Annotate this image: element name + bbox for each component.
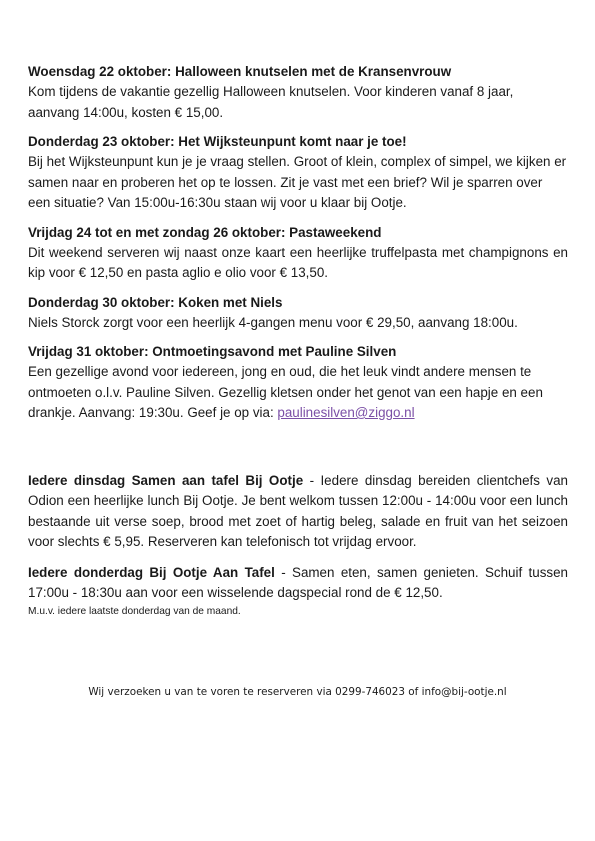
event-title: Donderdag 30 oktober: Koken met Niels — [28, 294, 283, 310]
recurring-donderdag — [28, 563, 568, 604]
event-description: Dit weekend serveren wij naast onze kaart een heerlijke truffelpasta met champignons en kip voor € 12,50 en pasta aglio e olio voor € 13,50. — [28, 244, 568, 280]
recurring-text: - Samen eten, samen genieten. Schuif tussen 17:00u - 18:30u aan voor een wisselende dagspecial rond de € 12,50. — [28, 564, 568, 600]
event-title: Woensdag 22 oktober: Halloween knutselen met de Kransenvrouw — [28, 64, 452, 79]
event-halloween — [28, 62, 568, 123]
event-koken-met-niels — [28, 293, 568, 334]
event-pastaweekend — [28, 223, 568, 284]
recurring-note: M.u.v. iedere laatste donderdag van de maand. — [28, 605, 241, 617]
recurring-text: - Iedere dinsdag bereiden clientchefs van Odion een heerlijke lunch Bij Ootje. Je bent welkom tussen 12:00u - 14:00u voor een lunch bestaande uit verse soep, brood met zoet of hartig beleg, salade en fruit van het seizoen voor slechts € 5,95. Reserveren kan telefonisch tot vrijdag ervoor. — [28, 472, 568, 549]
event-description — [28, 362, 568, 424]
event-description-text: Een gezellige avond voor iedereen, jong en oud, die het leuk vindt andere mensen te ontmoeten o.l.v. Pauline Silven. Gezellig kletsen onder het genot van een hapje en een drankje. Aanvang: 19:30u. Geef je op via: — [28, 364, 543, 420]
section-spacer — [28, 433, 568, 471]
event-wijksteunpunt — [28, 132, 568, 214]
event-description: Niels Storck zorgt voor een heerlijk 4-gangen menu voor € 29,50, aanvang 18:00u. — [28, 314, 518, 330]
recurring-dinsdag — [28, 471, 568, 553]
event-description: Bij het Wijksteunpunt kun je je vraag stellen. Groot of klein, complex of simpel, we kijken er samen naar en proberen het op te lossen. Zit je vast met een brief? Wil je sparren over een situatie? Van 15:00u-16:30u staan wij voor u klaar bij Ootje. — [28, 154, 567, 210]
event-description: Kom tijdens de vakantie gezellig Halloween knutselen. Voor kinderen vanaf 8 jaar, aanvang 14:00u, kosten € 15,00. — [28, 84, 514, 120]
event-title: Donderdag 23 oktober: Het Wijksteunpunt komt naar je toe! — [28, 134, 407, 149]
email-link[interactable]: paulinesilven@ziggo.nl — [277, 405, 415, 420]
event-title: Vrijdag 24 tot en met zondag 26 oktober: Pastaweekend — [28, 224, 382, 240]
reservation-footer: Wij verzoeken u van te voren te reserveren via 0299-746023 of info@bij-ootje.nl — [88, 686, 507, 698]
recurring-title: Iedere dinsdag Samen aan tafel Bij Ootje — [28, 472, 304, 488]
recurring-title: Iedere donderdag Bij Ootje Aan Tafel — [28, 564, 275, 580]
document-page — [28, 62, 568, 619]
event-title: Vrijdag 31 oktober: Ontmoetingsavond met Pauline Silven — [28, 344, 397, 359]
event-ontmoetingsavond — [28, 342, 568, 424]
